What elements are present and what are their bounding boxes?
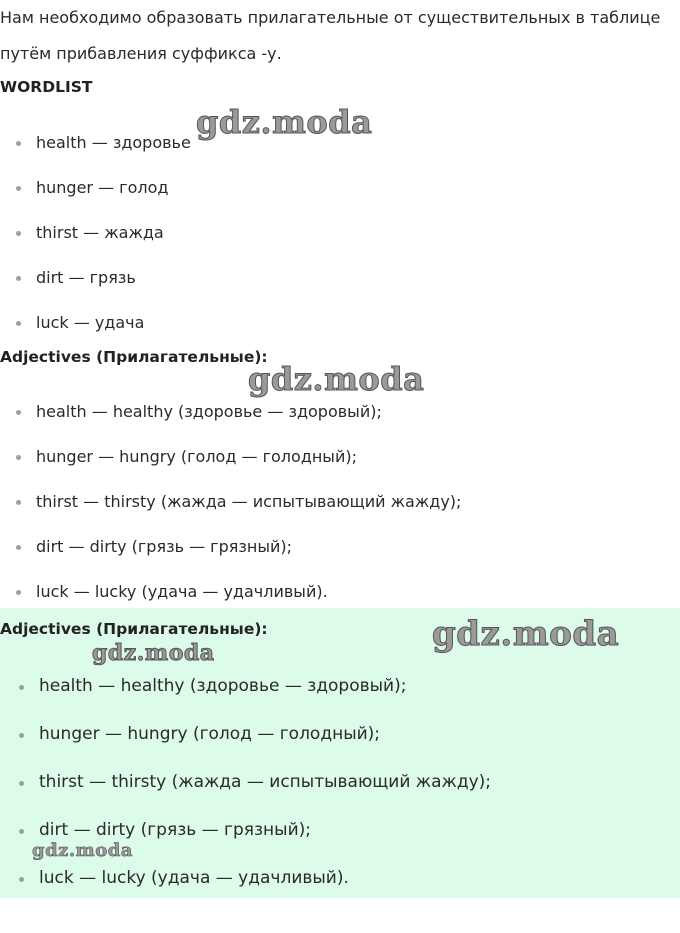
bullet-icon [19, 781, 24, 786]
answer-list [17, 674, 491, 914]
bullet-icon [16, 545, 21, 550]
bullet-icon [16, 276, 21, 281]
bullet-icon [16, 186, 21, 191]
bullet-icon [19, 829, 24, 834]
bullet-icon [16, 500, 21, 505]
wordlist-list [14, 131, 191, 356]
watermark: gdz.moda [432, 614, 620, 654]
watermark: gdz.moda [92, 640, 215, 666]
list-item: thirst — thirsty (жажда — испытывающий жажду); [14, 490, 461, 535]
list-item: hunger — голод [14, 176, 191, 221]
list-item: luck — удача [14, 311, 191, 356]
adjectives-list [14, 400, 461, 625]
bullet-icon [16, 141, 21, 146]
bullet-icon [19, 877, 24, 882]
bullet-icon [16, 410, 21, 415]
list-item: dirt — грязь [14, 266, 191, 311]
bullet-icon [16, 231, 21, 236]
list-item: health — здоровье [14, 131, 191, 176]
intro-text [0, 0, 680, 72]
list-item: hunger — hungry (голод — голодный); [14, 445, 461, 490]
list-item: dirt — dirty (грязь — грязный); [14, 535, 461, 580]
watermark: gdz.moda [196, 103, 373, 141]
list-item: dirt — dirty (грязь — грязный); [17, 818, 491, 866]
bullet-icon [19, 685, 24, 690]
list-item: thirst — жажда [14, 221, 191, 266]
watermark: gdz.moda [248, 360, 425, 398]
list-item: health — healthy (здоровье — здоровый); [17, 674, 491, 722]
watermark: gdz.moda [32, 840, 133, 861]
list-item: health — healthy (здоровье — здоровый); [14, 400, 461, 445]
list-item: luck — lucky (удача — удачливый). [14, 580, 461, 625]
adjectives-heading: Adjectives (Прилагательные): [0, 348, 268, 366]
wordlist-heading: WORDLIST [0, 78, 93, 96]
bullet-icon [16, 455, 21, 460]
answer-heading: Adjectives (Прилагательные): [0, 620, 268, 638]
list-item: hunger — hungry (голод — голодный); [17, 722, 491, 770]
bullet-icon [19, 733, 24, 738]
bullet-icon [16, 321, 21, 326]
list-item: luck — lucky (удача — удачливый). [17, 866, 491, 914]
list-item: thirst — thirsty (жажда — испытывающий жажду); [17, 770, 491, 818]
bullet-icon [16, 590, 21, 595]
intro-line-2: путём прибавления суффикса -у. [0, 44, 282, 63]
intro-line-1: Нам необходимо образовать прилагательные от существительных в таблице [0, 8, 661, 27]
